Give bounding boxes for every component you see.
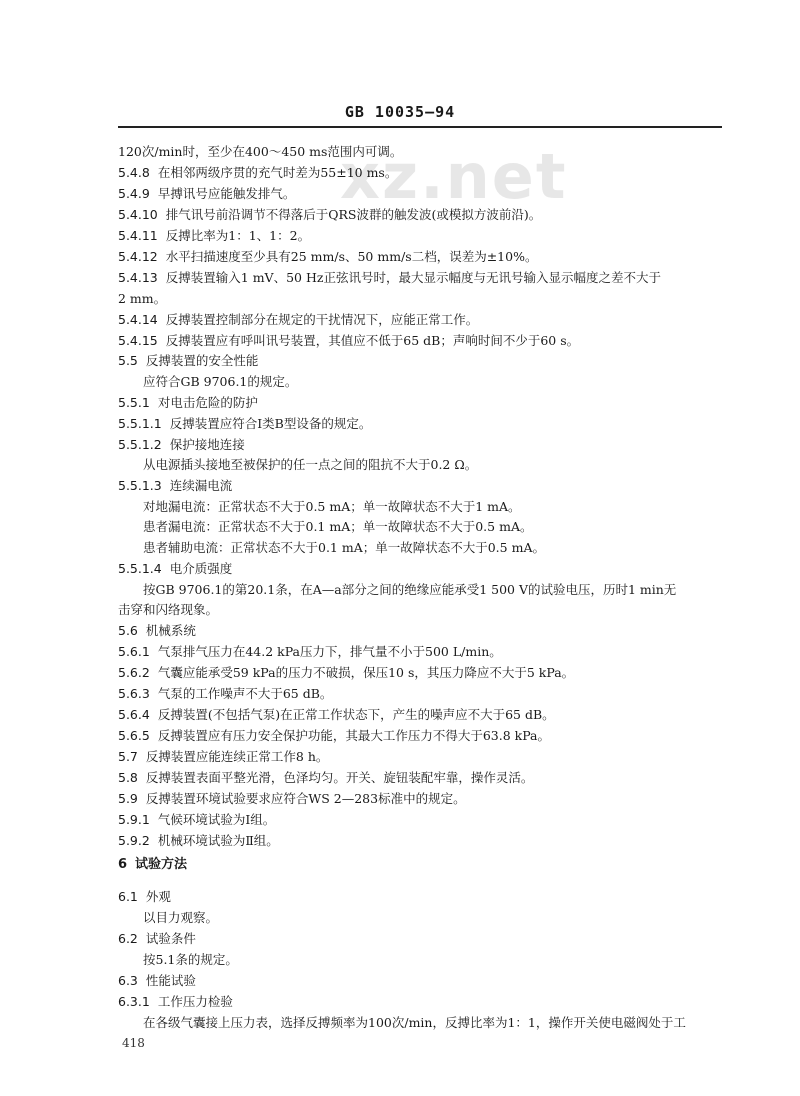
clause-text: 从电源插头接地至被保护的任一点之间的阻抗不大于0.2 Ω。 bbox=[143, 457, 478, 472]
text-line bbox=[143, 952, 238, 968]
clause-text: 气囊应能承受59 kPa的压力不破损，保压10 s，其压力降应不大于5 kPa。 bbox=[157, 665, 575, 680]
text-line bbox=[118, 770, 533, 786]
clause-text: 试验条件 bbox=[145, 931, 196, 946]
clause-number: 5.5 bbox=[118, 353, 138, 368]
text-line bbox=[143, 582, 676, 598]
text-line bbox=[118, 353, 258, 369]
clause-number: 5.6.5 bbox=[118, 728, 150, 743]
clause-text: 患者辅助电流：正常状态不大于0.1 mA；单一故障状态不大于0.5 mA。 bbox=[143, 540, 545, 555]
clause-text: 电介质强度 bbox=[169, 561, 233, 576]
clause-text: 试验方法 bbox=[135, 857, 188, 872]
text-line bbox=[143, 519, 532, 535]
text-line bbox=[118, 437, 245, 453]
clause-text: 保护接地连接 bbox=[169, 437, 245, 452]
text-line bbox=[118, 707, 555, 723]
text-line bbox=[118, 973, 196, 989]
clause-number: 6 bbox=[118, 857, 128, 872]
watermark: xz.net bbox=[340, 140, 568, 213]
page-number: 418 bbox=[122, 1036, 145, 1050]
clause-text: 应符合GB 9706.1的规定。 bbox=[143, 374, 298, 389]
clause-number: 5.4.9 bbox=[118, 186, 150, 201]
clause-number: 5.7 bbox=[118, 749, 138, 764]
text-line bbox=[143, 1015, 686, 1031]
clause-number: 6.2 bbox=[118, 931, 138, 946]
clause-text: 120次/min时，至少在400～450 ms范围内可调。 bbox=[118, 144, 403, 159]
clause-text: 反搏装置环境试验要求应符合WS 2—283标准中的规定。 bbox=[145, 791, 466, 806]
clause-text: 机械系统 bbox=[145, 623, 196, 638]
text-line bbox=[118, 833, 279, 849]
text-line bbox=[118, 416, 371, 432]
clause-number: 5.4.8 bbox=[118, 165, 150, 180]
text-line bbox=[118, 333, 579, 349]
clause-number: 5.9.2 bbox=[118, 833, 150, 848]
clause-text: 患者漏电流：正常状态不大于0.1 mA；单一故障状态不大于0.5 mA。 bbox=[143, 519, 533, 534]
clause-number: 6.1 bbox=[118, 889, 138, 904]
text-line bbox=[143, 457, 477, 473]
clause-text: 排气讯号前沿调节不得落后于QRS波群的触发波(或模拟方波前沿)。 bbox=[165, 207, 542, 222]
clause-number: 6.3 bbox=[118, 973, 138, 988]
header-rule bbox=[118, 126, 722, 128]
clause-number: 6.3.1 bbox=[118, 994, 150, 1009]
clause-text: 反搏装置应有压力安全保护功能，其最大工作压力不得大于63.8 kPa。 bbox=[157, 728, 550, 743]
clause-text: 击穿和闪络现象。 bbox=[118, 602, 219, 617]
clause-number: 5.6.3 bbox=[118, 686, 150, 701]
clause-text: 反搏比率为1：1、1：2。 bbox=[165, 228, 311, 243]
text-line bbox=[118, 602, 218, 618]
clause-number: 5.5.1.2 bbox=[118, 437, 162, 452]
clause-number: 5.5.1.3 bbox=[118, 478, 162, 493]
clause-text: 反搏装置输入1 mV、50 Hz正弦讯号时，最大显示幅度与无讯号输入显示幅度之差不大于 bbox=[165, 270, 661, 285]
clause-text: 反搏装置的安全性能 bbox=[145, 353, 259, 368]
clause-text: 气候环境试验为Ⅰ组。 bbox=[157, 812, 276, 827]
clause-text: 2 mm。 bbox=[118, 291, 167, 306]
clause-text: 性能试验 bbox=[145, 973, 196, 988]
text-line bbox=[118, 144, 402, 160]
clause-number: 5.4.12 bbox=[118, 249, 158, 264]
text-line bbox=[118, 228, 310, 244]
clause-number: 5.4.15 bbox=[118, 333, 158, 348]
text-line bbox=[118, 249, 537, 265]
clause-text: 对地漏电流：正常状态不大于0.5 mA；单一故障状态不大于1 mA。 bbox=[143, 499, 521, 514]
text-line bbox=[118, 623, 196, 639]
text-line bbox=[118, 207, 541, 223]
clause-text: 反搏装置表面平整光滑，色泽均匀。开关、旋钮装配牢靠，操作灵活。 bbox=[145, 770, 534, 785]
clause-number: 5.5.1 bbox=[118, 395, 150, 410]
text-line bbox=[118, 931, 196, 947]
clause-number: 5.9 bbox=[118, 791, 138, 806]
text-line bbox=[118, 561, 232, 577]
clause-number: 5.6 bbox=[118, 623, 138, 638]
clause-text: 对电击危险的防护 bbox=[157, 395, 258, 410]
text-line bbox=[118, 312, 478, 328]
text-line bbox=[118, 165, 397, 181]
text-line bbox=[118, 478, 232, 494]
text-line bbox=[118, 791, 466, 807]
clause-text: 反搏装置应符合Ⅰ类B型设备的规定。 bbox=[169, 416, 372, 431]
clause-text: 以目力观察。 bbox=[143, 910, 219, 925]
text-line bbox=[143, 499, 521, 515]
clause-number: 5.8 bbox=[118, 770, 138, 785]
clause-text: 在相邻两级序贯的充气时差为55±10 ms。 bbox=[157, 165, 398, 180]
clause-number: 5.4.10 bbox=[118, 207, 158, 222]
clause-text: 按5.1条的规定。 bbox=[143, 952, 238, 967]
clause-text: 反搏装置控制部分在规定的干扰情况下，应能正常工作。 bbox=[165, 312, 479, 327]
clause-number: 5.6.1 bbox=[118, 644, 150, 659]
clause-number: 5.5.1.1 bbox=[118, 416, 162, 431]
text-line bbox=[118, 291, 166, 307]
text-line bbox=[118, 186, 295, 202]
text-line bbox=[118, 749, 328, 765]
clause-text: 反搏装置应能连续正常工作8 h。 bbox=[145, 749, 329, 764]
text-line bbox=[118, 994, 233, 1010]
standard-header: GB 10035—94 bbox=[344, 103, 456, 121]
text-line bbox=[143, 540, 545, 556]
clause-text: 早搏讯号应能触发排气。 bbox=[157, 186, 296, 201]
text-line bbox=[118, 812, 275, 828]
clause-number: 5.6.4 bbox=[118, 707, 150, 722]
clause-text: 工作压力检验 bbox=[157, 994, 233, 1009]
clause-text: 气泵的工作噪声不大于65 dB。 bbox=[157, 686, 333, 701]
text-line bbox=[118, 270, 661, 286]
text-line bbox=[118, 395, 258, 411]
clause-number: 5.9.1 bbox=[118, 812, 150, 827]
clause-number: 5.4.11 bbox=[118, 228, 158, 243]
text-line bbox=[118, 889, 171, 905]
clause-number: 5.5.1.4 bbox=[118, 561, 162, 576]
clause-text: 在各级气囊接上压力表，选择反搏频率为100次/min，反搏比率为1：1，操作开关使电磁阀处于工 bbox=[143, 1015, 686, 1030]
clause-text: 机械环境试验为Ⅱ组。 bbox=[157, 833, 279, 848]
text-line bbox=[118, 644, 502, 660]
text-line bbox=[118, 665, 574, 681]
clause-number: 5.4.13 bbox=[118, 270, 158, 285]
text-line bbox=[143, 910, 218, 926]
clause-text: 外观 bbox=[145, 889, 171, 904]
clause-text: 按GB 9706.1的第20.1条，在A—a部分之间的绝缘应能承受1 500 V的试验电压，历时1 min无 bbox=[143, 582, 677, 597]
clause-text: 连续漏电流 bbox=[169, 478, 233, 493]
clause-text: 反搏装置应有呼叫讯号装置，其值应不低于65 dB；声响时间不少于60 s。 bbox=[165, 333, 580, 348]
clause-text: 反搏装置(不包括气泵)在正常工作状态下，产生的噪声应不大于65 dB。 bbox=[157, 707, 555, 722]
clause-text: 气泵排气压力在44.2 kPa压力下，排气量不小于500 L/min。 bbox=[157, 644, 502, 659]
clause-number: 5.6.2 bbox=[118, 665, 150, 680]
clause-number: 5.4.14 bbox=[118, 312, 158, 327]
text-line bbox=[143, 374, 297, 390]
text-line bbox=[118, 728, 550, 744]
text-line bbox=[118, 686, 332, 702]
text-line bbox=[118, 857, 187, 873]
clause-text: 水平扫描速度至少具有25 mm/s、50 mm/s二档，误差为±10%。 bbox=[165, 249, 538, 264]
